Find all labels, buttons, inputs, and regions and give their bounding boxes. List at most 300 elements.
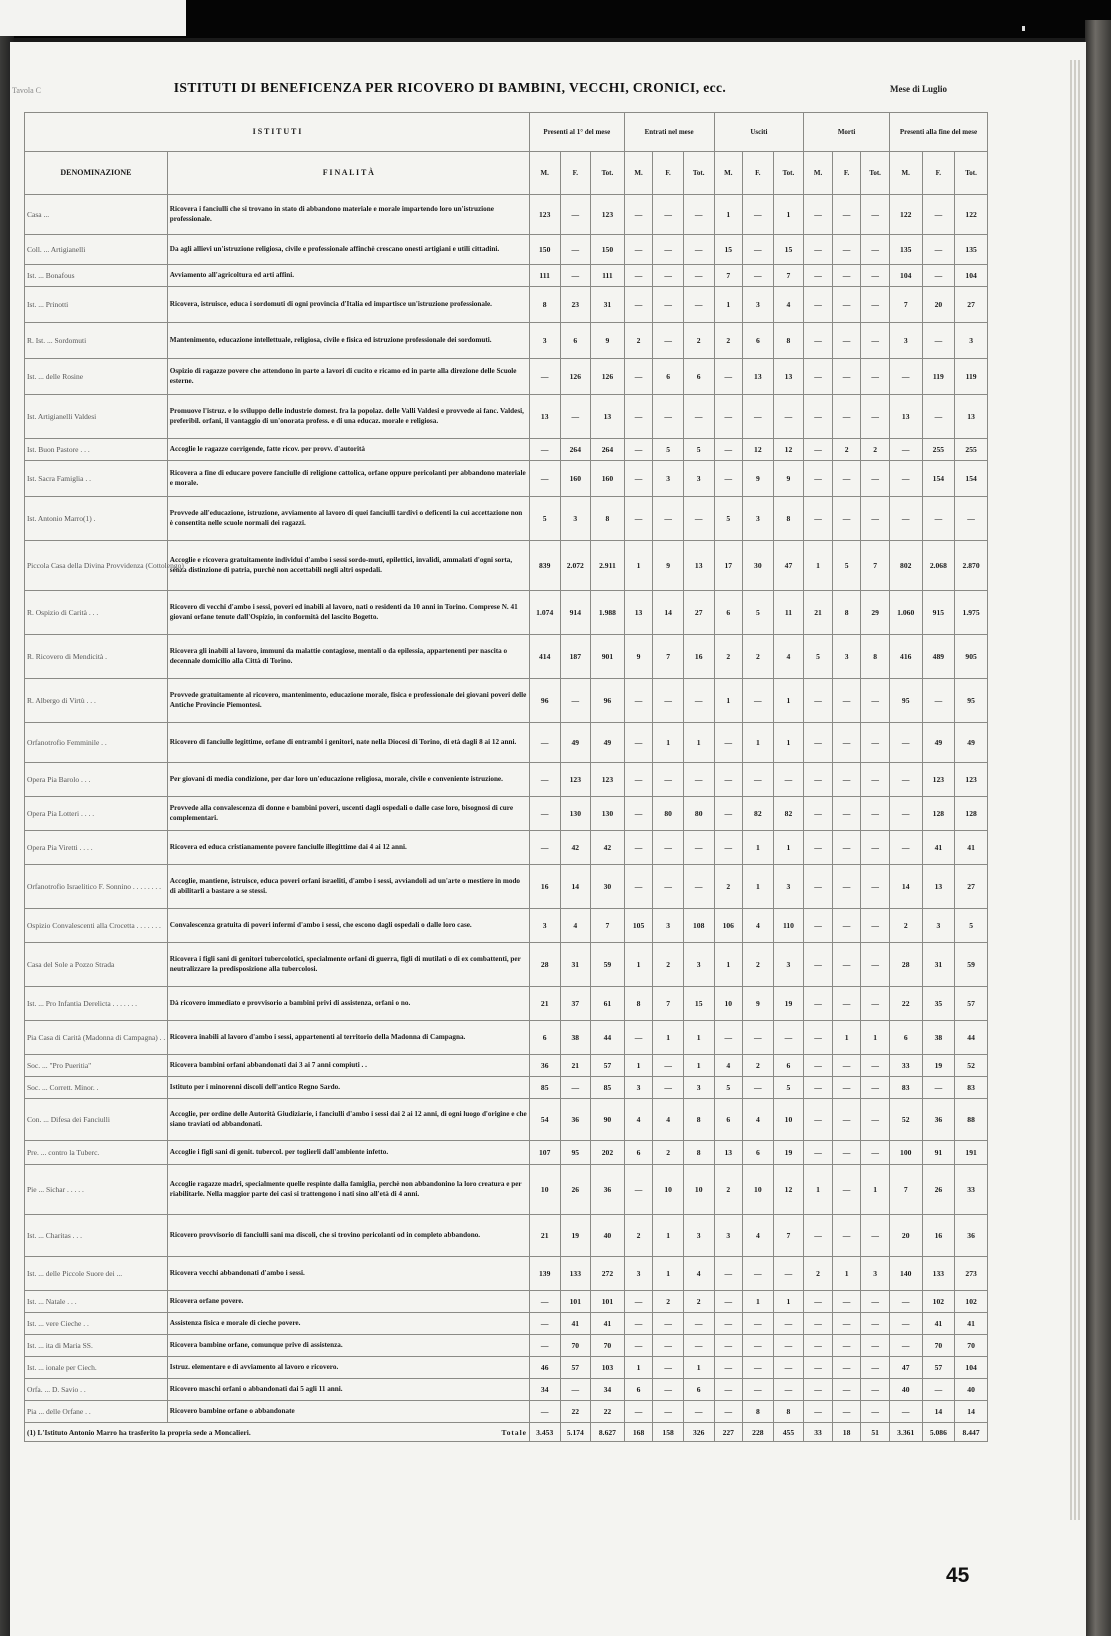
- value-cell: 85: [529, 1077, 560, 1099]
- value-cell: —: [529, 1313, 560, 1335]
- value-cell: —: [832, 1099, 861, 1141]
- table-row: [25, 1379, 988, 1401]
- value-cell: 2: [743, 943, 774, 987]
- value-cell: —: [714, 1379, 743, 1401]
- table-row: [25, 1257, 988, 1291]
- header-usciti: Usciti: [714, 113, 804, 152]
- value-cell: —: [804, 1077, 833, 1099]
- value-cell: —: [529, 797, 560, 831]
- value-cell: 3: [683, 1077, 714, 1099]
- value-cell: 1: [624, 1357, 653, 1379]
- value-cell: 49: [955, 723, 988, 763]
- value-cell: 31: [560, 943, 591, 987]
- header-morti-tot: Tot.: [861, 152, 890, 195]
- value-cell: —: [773, 1335, 804, 1357]
- value-cell: —: [861, 723, 890, 763]
- value-cell: 122: [955, 195, 988, 235]
- value-cell: —: [832, 195, 861, 235]
- value-cell: —: [861, 1335, 890, 1357]
- value-cell: 1: [714, 679, 743, 723]
- value-cell: 22: [889, 987, 922, 1021]
- value-cell: 107: [529, 1141, 560, 1165]
- value-cell: —: [861, 909, 890, 943]
- value-cell: 2: [743, 1055, 774, 1077]
- value-cell: 7: [889, 1165, 922, 1215]
- value-cell: —: [773, 1021, 804, 1055]
- value-cell: —: [861, 1291, 890, 1313]
- value-cell: 10: [529, 1165, 560, 1215]
- value-cell: 5: [529, 497, 560, 541]
- value-cell: 3: [683, 943, 714, 987]
- value-cell: 19: [773, 987, 804, 1021]
- value-cell: 150: [591, 235, 625, 265]
- scan-top-paper-strip: [0, 0, 186, 36]
- value-cell: 264: [560, 439, 591, 461]
- value-cell: —: [889, 1313, 922, 1335]
- table-row: [25, 591, 988, 635]
- value-cell: —: [804, 265, 833, 287]
- value-cell: 95: [955, 679, 988, 723]
- value-cell: —: [804, 1313, 833, 1335]
- value-cell: 16: [529, 865, 560, 909]
- total-value-cell: 5.086: [922, 1423, 955, 1442]
- value-cell: 10: [683, 1165, 714, 1215]
- institution-name: Soc. ... Corrett. Minor. .: [25, 1077, 168, 1099]
- total-value-cell: 3.453: [529, 1423, 560, 1442]
- value-cell: —: [624, 287, 653, 323]
- value-cell: 104: [955, 265, 988, 287]
- value-cell: 1: [861, 1165, 890, 1215]
- value-cell: 13: [591, 395, 625, 439]
- value-cell: —: [889, 461, 922, 497]
- table-row: [25, 195, 988, 235]
- value-cell: 3: [529, 323, 560, 359]
- value-cell: 20: [889, 1215, 922, 1257]
- value-cell: 4: [624, 1099, 653, 1141]
- value-cell: 3: [773, 943, 804, 987]
- table-row: [25, 679, 988, 723]
- institution-purpose: Dà ricovero immediato e provvisorio a bambini privi di assistenza, orfani o no.: [167, 987, 529, 1021]
- institution-purpose: Ricovero maschi orfani o abbandonati dai 5 agli 11 anni.: [167, 1379, 529, 1401]
- value-cell: —: [804, 909, 833, 943]
- value-cell: 191: [955, 1141, 988, 1165]
- total-value-cell: 158: [653, 1423, 684, 1442]
- value-cell: —: [683, 195, 714, 235]
- institution-purpose: Accoglie ragazze madri, specialmente quelle respinte dalla famiglia, perchè non abbandonino la loro creatura e per riabilitarle. Nella maggior parte dei casi si trattengono i nati sino all'età di 4 anni.: [167, 1165, 529, 1215]
- value-cell: 160: [560, 461, 591, 497]
- value-cell: 2: [889, 909, 922, 943]
- value-cell: 133: [560, 1257, 591, 1291]
- value-cell: 4: [714, 1055, 743, 1077]
- value-cell: 2.068: [922, 541, 955, 591]
- table-row: [25, 987, 988, 1021]
- value-cell: 8: [773, 497, 804, 541]
- value-cell: 1: [653, 723, 684, 763]
- value-cell: —: [861, 1055, 890, 1077]
- value-cell: 123: [955, 763, 988, 797]
- value-cell: —: [714, 797, 743, 831]
- value-cell: —: [653, 1077, 684, 1099]
- value-cell: —: [624, 1291, 653, 1313]
- value-cell: 57: [955, 987, 988, 1021]
- value-cell: —: [743, 1021, 774, 1055]
- institution-purpose: Ricovero di fanciulle legittime, orfane di entrambi i genitori, nate nella Diocesi di Torino, di età dagli 8 ai 12 anni.: [167, 723, 529, 763]
- value-cell: 2: [653, 943, 684, 987]
- value-cell: 13: [889, 395, 922, 439]
- value-cell: 2.072: [560, 541, 591, 591]
- value-cell: —: [861, 763, 890, 797]
- institution-name: Ist. ... Pro Infantia Derelicta . . . . . . .: [25, 987, 168, 1021]
- value-cell: 19: [922, 1055, 955, 1077]
- value-cell: 104: [889, 265, 922, 287]
- value-cell: 59: [955, 943, 988, 987]
- value-cell: —: [889, 1291, 922, 1313]
- value-cell: 3: [560, 497, 591, 541]
- value-cell: —: [743, 235, 774, 265]
- value-cell: —: [861, 235, 890, 265]
- header-finalita: F I N A L I T À: [167, 152, 529, 195]
- value-cell: —: [773, 1313, 804, 1335]
- institution-name: Casa ...: [25, 195, 168, 235]
- value-cell: 91: [922, 1141, 955, 1165]
- value-cell: 110: [773, 909, 804, 943]
- value-cell: 2: [714, 635, 743, 679]
- value-cell: 7: [591, 909, 625, 943]
- value-cell: —: [861, 865, 890, 909]
- value-cell: 414: [529, 635, 560, 679]
- value-cell: 42: [560, 831, 591, 865]
- value-cell: 12: [773, 1165, 804, 1215]
- value-cell: 1: [773, 831, 804, 865]
- value-cell: —: [653, 1055, 684, 1077]
- institution-name: Orfanotrofio Israelitico F. Sonnino . . . . . . . .: [25, 865, 168, 909]
- value-cell: 5: [773, 1077, 804, 1099]
- value-cell: 8: [861, 635, 890, 679]
- value-cell: —: [624, 723, 653, 763]
- institution-purpose: Accoglie, mantiene, istruisce, educa poveri orfani israeliti, d'ambo i sessi, avviandoli ad un'arte o mestiere in modo di abilitarli a bastare a se stessi.: [167, 865, 529, 909]
- value-cell: 14: [560, 865, 591, 909]
- value-cell: 9: [624, 635, 653, 679]
- value-cell: —: [804, 1291, 833, 1313]
- table-row: [25, 497, 988, 541]
- value-cell: 9: [743, 461, 774, 497]
- value-cell: 2: [714, 1165, 743, 1215]
- value-cell: —: [922, 395, 955, 439]
- institution-name: Ist. ... Natale . . .: [25, 1291, 168, 1313]
- value-cell: 8: [743, 1401, 774, 1423]
- value-cell: —: [804, 763, 833, 797]
- value-cell: 111: [529, 265, 560, 287]
- table-row: [25, 831, 988, 865]
- value-cell: —: [832, 1291, 861, 1313]
- value-cell: 13: [955, 395, 988, 439]
- value-cell: —: [832, 1055, 861, 1077]
- value-cell: 255: [955, 439, 988, 461]
- value-cell: 1: [624, 943, 653, 987]
- value-cell: —: [529, 831, 560, 865]
- value-cell: —: [683, 497, 714, 541]
- institution-name: Piccola Casa della Divina Provvidenza (Cottolengo): [25, 541, 168, 591]
- value-cell: —: [653, 195, 684, 235]
- table-row: [25, 1077, 988, 1099]
- value-cell: 13: [529, 395, 560, 439]
- value-cell: 9: [591, 323, 625, 359]
- value-cell: —: [922, 195, 955, 235]
- value-cell: —: [529, 723, 560, 763]
- value-cell: 5: [714, 497, 743, 541]
- header-presenti-fine-m: M.: [889, 152, 922, 195]
- total-value-cell: 326: [683, 1423, 714, 1442]
- value-cell: —: [653, 679, 684, 723]
- value-cell: 123: [591, 763, 625, 797]
- value-cell: —: [889, 831, 922, 865]
- value-cell: 1.060: [889, 591, 922, 635]
- table-row: [25, 635, 988, 679]
- value-cell: —: [714, 1401, 743, 1423]
- value-cell: —: [653, 1401, 684, 1423]
- value-cell: 27: [683, 591, 714, 635]
- value-cell: 1: [861, 1021, 890, 1055]
- value-cell: —: [624, 865, 653, 909]
- value-cell: 202: [591, 1141, 625, 1165]
- value-cell: 26: [560, 1165, 591, 1215]
- value-cell: 123: [922, 763, 955, 797]
- value-cell: 2: [624, 1215, 653, 1257]
- value-cell: 3: [624, 1077, 653, 1099]
- value-cell: —: [624, 1313, 653, 1335]
- value-cell: —: [804, 1099, 833, 1141]
- value-cell: 489: [922, 635, 955, 679]
- value-cell: 21: [804, 591, 833, 635]
- institution-purpose: Provvede all'educazione, istruzione, avviamento al lavoro di quei fanciulli tardivi o deficenti la cui accettazione non è consentita nelle scuole normali dei ragazzi.: [167, 497, 529, 541]
- value-cell: 1: [743, 831, 774, 865]
- table-row: [25, 797, 988, 831]
- value-cell: —: [743, 1357, 774, 1379]
- value-cell: 102: [922, 1291, 955, 1313]
- value-cell: 4: [560, 909, 591, 943]
- value-cell: —: [889, 359, 922, 395]
- value-cell: 1: [773, 723, 804, 763]
- institution-purpose: Assistenza fisica e morale di cieche povere.: [167, 1313, 529, 1335]
- table-row: [25, 1055, 988, 1077]
- table-row: [25, 763, 988, 797]
- value-cell: 1: [683, 1357, 714, 1379]
- value-cell: —: [861, 395, 890, 439]
- value-cell: 7: [773, 1215, 804, 1257]
- value-cell: 95: [889, 679, 922, 723]
- value-cell: —: [773, 1257, 804, 1291]
- value-cell: 13: [743, 359, 774, 395]
- value-cell: —: [624, 235, 653, 265]
- value-cell: 44: [955, 1021, 988, 1055]
- value-cell: 41: [922, 1313, 955, 1335]
- value-cell: 52: [889, 1099, 922, 1141]
- value-cell: —: [683, 865, 714, 909]
- value-cell: 22: [560, 1401, 591, 1423]
- value-cell: —: [922, 265, 955, 287]
- value-cell: —: [653, 323, 684, 359]
- value-cell: —: [529, 1335, 560, 1357]
- institution-name: Ist. Buon Pastore . . .: [25, 439, 168, 461]
- value-cell: 2: [653, 1141, 684, 1165]
- value-cell: 1: [743, 865, 774, 909]
- value-cell: 47: [773, 541, 804, 591]
- institution-name: Con. ... Difesa dei Fanciulli: [25, 1099, 168, 1141]
- value-cell: —: [624, 831, 653, 865]
- value-cell: 13: [922, 865, 955, 909]
- institution-name: Orfanotrofio Femminile . .: [25, 723, 168, 763]
- value-cell: —: [804, 679, 833, 723]
- value-cell: —: [832, 943, 861, 987]
- institution-name: Pia ... delle Orfane . .: [25, 1401, 168, 1423]
- value-cell: —: [714, 359, 743, 395]
- value-cell: 19: [560, 1215, 591, 1257]
- value-cell: —: [804, 323, 833, 359]
- value-cell: 36: [922, 1099, 955, 1141]
- value-cell: 40: [889, 1379, 922, 1401]
- table-row: [25, 943, 988, 987]
- value-cell: 1: [624, 1055, 653, 1077]
- value-cell: —: [624, 461, 653, 497]
- value-cell: 4: [773, 287, 804, 323]
- value-cell: —: [832, 497, 861, 541]
- value-cell: —: [889, 1401, 922, 1423]
- value-cell: 128: [955, 797, 988, 831]
- value-cell: 36: [560, 1099, 591, 1141]
- value-cell: —: [624, 1401, 653, 1423]
- value-cell: —: [832, 831, 861, 865]
- value-cell: 255: [922, 439, 955, 461]
- value-cell: —: [683, 1335, 714, 1357]
- value-cell: —: [861, 1099, 890, 1141]
- value-cell: —: [832, 1313, 861, 1335]
- institution-purpose: Accoglie le ragazze corrigende, fatte ricov. per provv. d'autorità: [167, 439, 529, 461]
- total-value-cell: 33: [804, 1423, 833, 1442]
- header-istituti: I S T I T U T I: [25, 113, 530, 152]
- value-cell: 21: [560, 1055, 591, 1077]
- institution-purpose: Avviamento all'agricoltura ed arti affini.: [167, 265, 529, 287]
- value-cell: 57: [591, 1055, 625, 1077]
- value-cell: 1: [773, 195, 804, 235]
- value-cell: —: [743, 1077, 774, 1099]
- institution-name: Ist. ... Prinotti: [25, 287, 168, 323]
- value-cell: —: [683, 763, 714, 797]
- value-cell: —: [832, 323, 861, 359]
- value-cell: —: [861, 265, 890, 287]
- value-cell: —: [832, 1215, 861, 1257]
- value-cell: —: [804, 1357, 833, 1379]
- value-cell: 139: [529, 1257, 560, 1291]
- table-row: [25, 1335, 988, 1357]
- value-cell: 119: [922, 359, 955, 395]
- value-cell: —: [683, 1313, 714, 1335]
- value-cell: —: [832, 359, 861, 395]
- value-cell: —: [832, 1335, 861, 1357]
- value-cell: 36: [955, 1215, 988, 1257]
- value-cell: 5: [683, 439, 714, 461]
- value-cell: 3: [773, 865, 804, 909]
- value-cell: 88: [955, 1099, 988, 1141]
- value-cell: 3: [889, 323, 922, 359]
- value-cell: —: [714, 723, 743, 763]
- header-morti-m: M.: [804, 152, 833, 195]
- institution-name: Ist. Artigianelli Valdesi: [25, 395, 168, 439]
- value-cell: 59: [591, 943, 625, 987]
- value-cell: 6: [653, 359, 684, 395]
- value-cell: —: [560, 1077, 591, 1099]
- value-cell: —: [653, 1357, 684, 1379]
- value-cell: 54: [529, 1099, 560, 1141]
- footnote: (1) L'Istituto Antonio Marro ha trasferito la propria sede a Moncalieri.: [27, 1427, 251, 1437]
- value-cell: 12: [773, 439, 804, 461]
- value-cell: 130: [591, 797, 625, 831]
- total-value-cell: 455: [773, 1423, 804, 1442]
- value-cell: —: [743, 1257, 774, 1291]
- value-cell: 33: [889, 1055, 922, 1077]
- value-cell: —: [560, 395, 591, 439]
- table-row: [25, 1215, 988, 1257]
- table-row: [25, 1141, 988, 1165]
- value-cell: 34: [529, 1379, 560, 1401]
- value-cell: 128: [922, 797, 955, 831]
- table-row: [25, 1401, 988, 1423]
- value-cell: —: [922, 235, 955, 265]
- value-cell: —: [714, 1313, 743, 1335]
- value-cell: —: [889, 1335, 922, 1357]
- institution-name: Ist. ... ita di Maria SS.: [25, 1335, 168, 1357]
- value-cell: 3: [683, 461, 714, 497]
- header-presenti-inizio: Presenti al 1° del mese: [529, 113, 624, 152]
- value-cell: —: [683, 831, 714, 865]
- value-cell: 108: [683, 909, 714, 943]
- value-cell: 15: [714, 235, 743, 265]
- institution-name: Pia Casa di Carità (Madonna di Campagna) . .: [25, 1021, 168, 1055]
- value-cell: —: [743, 679, 774, 723]
- value-cell: —: [743, 395, 774, 439]
- value-cell: 1.988: [591, 591, 625, 635]
- value-cell: 3: [861, 1257, 890, 1291]
- value-cell: —: [653, 1335, 684, 1357]
- value-cell: 38: [922, 1021, 955, 1055]
- value-cell: 85: [591, 1077, 625, 1099]
- value-cell: 6: [743, 323, 774, 359]
- institution-purpose: Ricovera i fanciulli che si trovano in stato di abbandono materiale e morale impartendo loro un'istruzione professionale.: [167, 195, 529, 235]
- value-cell: —: [714, 1335, 743, 1357]
- total-value-cell: 18: [832, 1423, 861, 1442]
- value-cell: —: [804, 943, 833, 987]
- value-cell: 52: [955, 1055, 988, 1077]
- value-cell: —: [861, 1141, 890, 1165]
- value-cell: 5: [714, 1077, 743, 1099]
- institution-name: Opera Pia Viretti . . . .: [25, 831, 168, 865]
- value-cell: 14: [955, 1401, 988, 1423]
- table-row: [25, 265, 988, 287]
- value-cell: —: [773, 395, 804, 439]
- value-cell: —: [832, 1379, 861, 1401]
- totals-label: Totale: [501, 1427, 527, 1437]
- value-cell: —: [743, 1335, 774, 1357]
- value-cell: —: [714, 1021, 743, 1055]
- value-cell: 1: [773, 679, 804, 723]
- value-cell: 3: [624, 1257, 653, 1291]
- value-cell: —: [955, 497, 988, 541]
- value-cell: 6: [743, 1141, 774, 1165]
- header-morti: Morti: [804, 113, 890, 152]
- header-presenti-fine-tot: Tot.: [955, 152, 988, 195]
- value-cell: 47: [889, 1357, 922, 1379]
- value-cell: —: [804, 865, 833, 909]
- value-cell: 40: [955, 1379, 988, 1401]
